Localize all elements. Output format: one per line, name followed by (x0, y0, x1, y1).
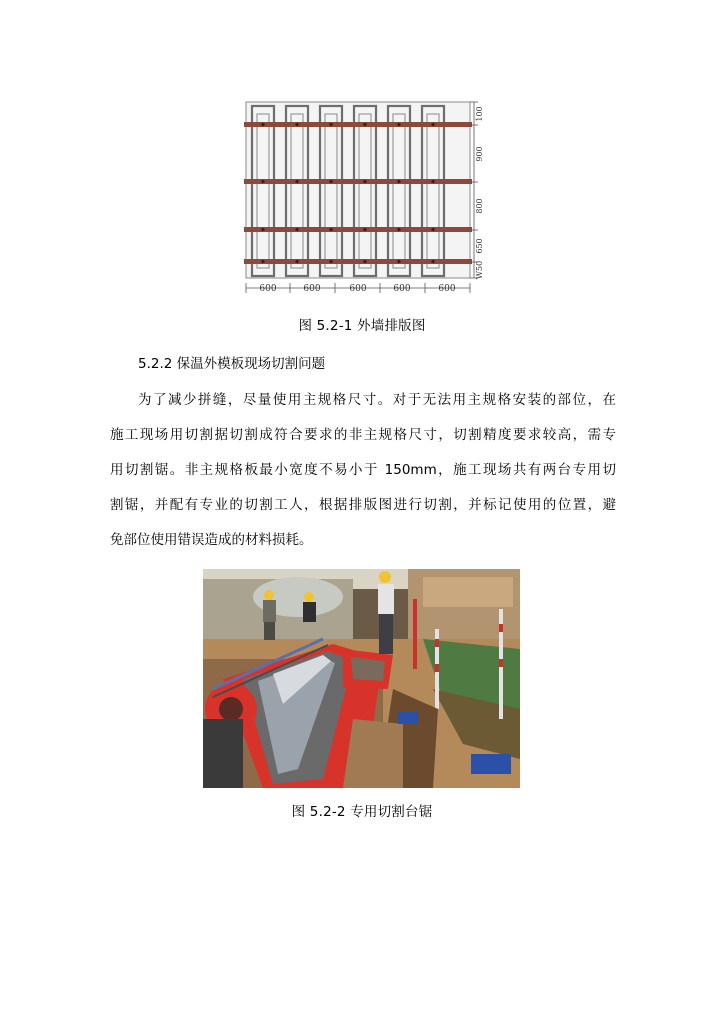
cutting-saw-photo (203, 569, 520, 788)
horizontal-rail (244, 179, 472, 184)
horizontal-rail (244, 259, 472, 264)
horizontal-rail (244, 227, 472, 232)
bottom-dim: 600 (303, 284, 321, 294)
bottom-dim: 600 (349, 284, 367, 294)
figure2-caption: 图 5.2-2 专用切割台锯 (291, 804, 433, 820)
paragraph-line: 为了减少拼缝，尽量使用主规格尺寸。对于无法用主规格安装的部位，在 (138, 392, 616, 408)
wall-layout-drawing (238, 98, 488, 298)
bottom-dim: 600 (438, 284, 456, 294)
right-dim: 650 (475, 238, 484, 254)
right-dim: W50 (475, 260, 484, 280)
figure1-caption: 图 5.2-1 外墙排版图 (298, 318, 426, 334)
section-heading: 5.2.2 保温外模板现场切割问题 (138, 356, 326, 372)
right-dim: 100 (475, 106, 484, 122)
paragraph-line: 用切割锯。非主规格板最小宽度不易小于 150mm，施工现场共有两台专用切 (110, 462, 616, 478)
right-dim: 800 (475, 198, 484, 214)
bottom-dim: 600 (393, 284, 411, 294)
horizontal-rail (244, 122, 472, 127)
paragraph-line: 免部位使用错误造成的材料损耗。 (110, 532, 313, 548)
paragraph-line: 割锯，并配有专业的切割工人，根据排版图进行切割，并标记使用的位置，避 (110, 497, 616, 513)
cutting-saw-photo-svg (203, 569, 520, 788)
right-dim: 900 (475, 146, 484, 162)
body-paragraph (110, 383, 616, 558)
layout-drawing-svg (238, 98, 488, 298)
paragraph-line: 施工现场用切割据切割成符合要求的非主规格尺寸，切割精度要求较高，需专 (110, 427, 616, 443)
bottom-dim: 600 (259, 284, 277, 294)
